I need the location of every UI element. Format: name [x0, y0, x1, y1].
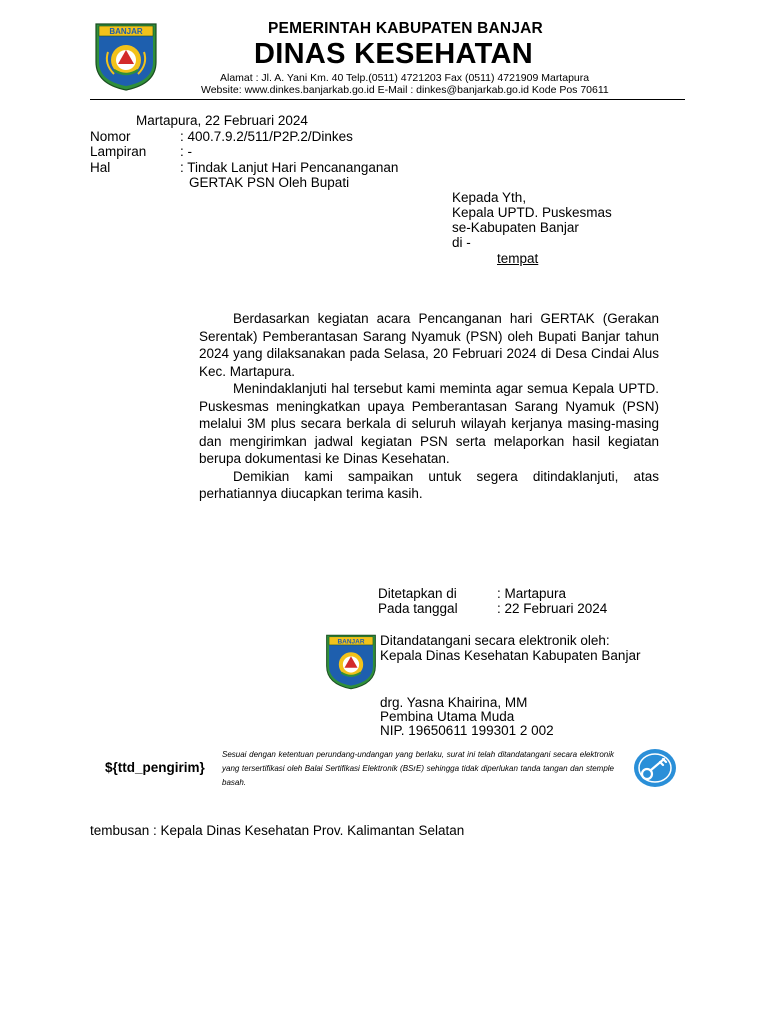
- logo-label: BANJAR: [337, 638, 365, 646]
- recipient-region: se-Kabupaten Banjar: [452, 220, 579, 235]
- banjar-emblem-icon: [325, 632, 377, 692]
- signer-position: Kepala Dinas Kesehatan Kabupaten Banjar: [380, 648, 641, 663]
- letter-body: [199, 310, 659, 503]
- body-paragraph: Berdasarkan kegiatan acara Pencanganan hari GERTAK (Gerakan Serentak) Pemberantasan Sarang Nyamuk (PSN) oleh Bupati Banjar tahun 2024 yang dilaksanakan pada Selasa, 20 Februari 2024 di Desa Cindai Alus Kec. Martapura.: [199, 311, 659, 379]
- recipient-title: Kepala UPTD. Puskesmas: [452, 205, 612, 220]
- signer-name: drg. Yasna Khairina, MM: [380, 695, 528, 710]
- place-date: Martapura, 22 Februari 2024: [136, 113, 308, 128]
- government-logo: [94, 22, 158, 97]
- meta-label-hal: Hal: [90, 160, 111, 175]
- recipient-greeting: Kepada Yth,: [452, 190, 527, 205]
- meta-label-nomor: Nomor: [90, 129, 131, 144]
- recipient-di: di -: [452, 235, 471, 250]
- header-divider: [90, 99, 685, 100]
- banjar-emblem-icon: [94, 22, 158, 92]
- set-at-value: : Martapura: [497, 586, 567, 601]
- set-at-label: Ditetapkan di: [378, 586, 457, 601]
- government-name: PEMERINTAH KABUPATEN BANJAR: [268, 20, 543, 37]
- signature-placeholder: ${ttd_pengirim}: [105, 760, 205, 775]
- signature-logo: [325, 632, 377, 697]
- recipient-place: tempat: [497, 251, 539, 266]
- bsre-seal: [632, 747, 678, 794]
- meta-value-hal: : Tindak Lanjut Hari Pencananganan: [180, 160, 399, 175]
- signed-electronically: Ditandatangani secara elektronik oleh:: [380, 633, 610, 648]
- meta-value-nomor: : 400.7.9.2/511/P2P.2/Dinkes: [180, 129, 353, 144]
- subject-line-2: GERTAK PSN Oleh Bupati: [189, 175, 350, 190]
- date-value: : 22 Februari 2024: [497, 601, 608, 616]
- logo-label: BANJAR: [109, 27, 143, 36]
- e-signature-disclaimer: Sesuai dengan ketentuan perundang-undangan yang berlaku, surat ini telah ditandatangani secara elektronik yang tersertifikasi oleh Balai Sertifikasi Elektronik (BSrE) sehingga tidak diperlukan tanda tangan dan stemple basah.: [222, 750, 614, 787]
- department-name: DINAS KESEHATAN: [254, 38, 533, 70]
- date-label: Pada tanggal: [378, 601, 458, 616]
- body-paragraph: Demikian kami sampaikan untuk segera ditindaklanjuti, atas perhatiannya diucapkan terima kasih.: [199, 468, 659, 501]
- address-line: Alamat : Jl. A. Yani Km. 40 Telp.(0511) 4721203 Fax (0511) 4721909 Martapura: [220, 72, 590, 84]
- carbon-copy: tembusan : Kepala Dinas Kesehatan Prov. Kalimantan Selatan: [90, 823, 465, 838]
- meta-label-lampiran: Lampiran: [90, 144, 147, 159]
- signer-nip: NIP. 19650611 199301 2 002: [380, 723, 554, 738]
- meta-value-lampiran: : -: [180, 144, 192, 159]
- website-line: Website: www.dinkes.banjarkab.go.id E-Mail : dinkes@banjarkab.go.id Kode Pos 70611: [201, 84, 609, 96]
- body-paragraph: Menindaklanjuti hal tersebut kami meminta agar semua Kepala UPTD. Puskesmas meningkatkan upaya Pemberantasan Sarang Nyamuk (PSN) melalui 3M plus secara berkala di seluruh wilayah kerjanya masing-masing dan mengirimkan jadwal kegiatan PSN serta melaporkan hasil kegiatan berupa dokumentasi ke Dinas Kesehatan.: [199, 381, 659, 466]
- bsre-key-icon: [632, 747, 678, 789]
- signer-rank: Pembina Utama Muda: [380, 709, 515, 724]
